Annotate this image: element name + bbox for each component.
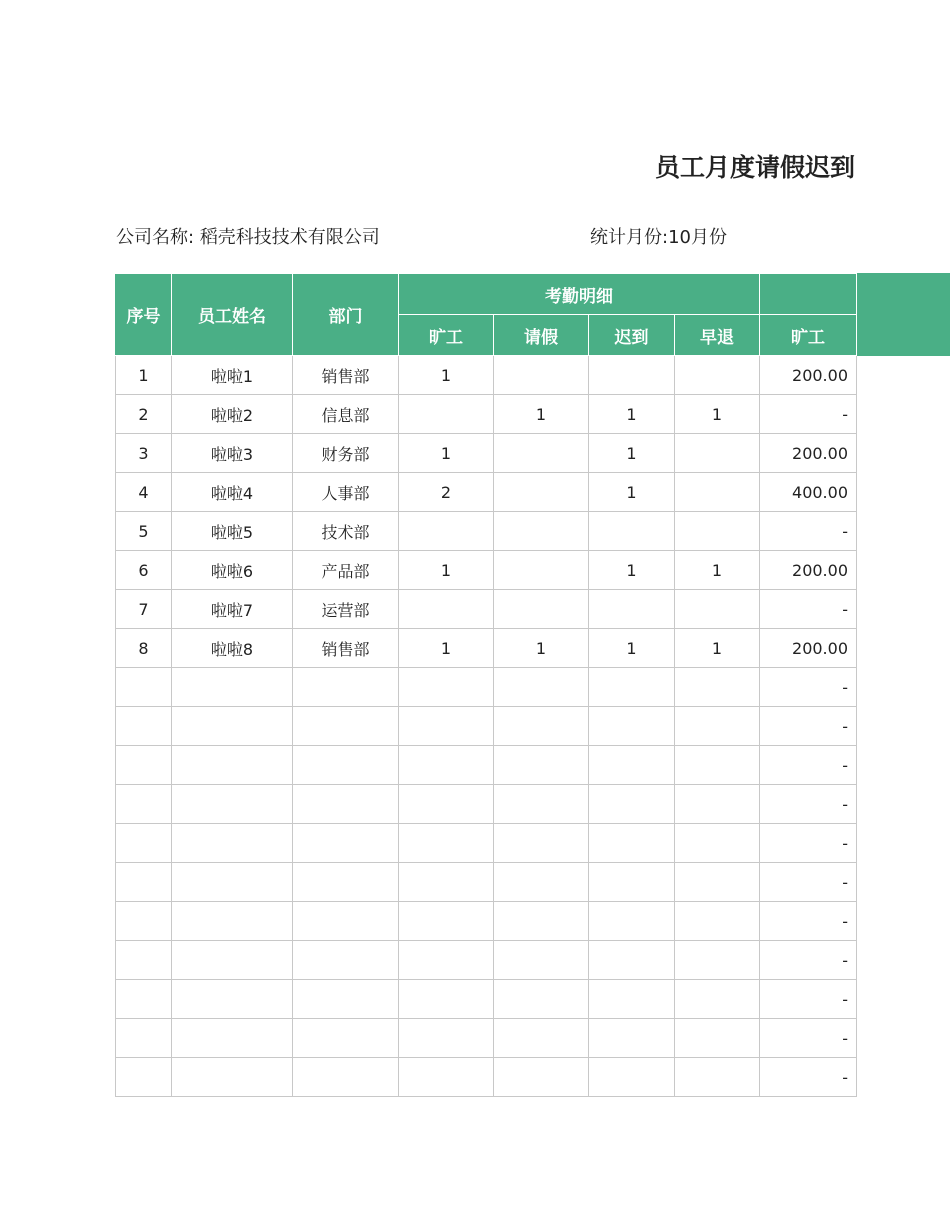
cell-index[interactable]: 2 <box>116 395 172 434</box>
cell-early[interactable] <box>675 746 760 785</box>
cell-early[interactable] <box>675 434 760 473</box>
header-fill-extension <box>855 273 950 356</box>
cell-late[interactable] <box>589 707 675 746</box>
cell-absent-amount[interactable]: - <box>760 980 857 1019</box>
cell-early[interactable] <box>675 512 760 551</box>
month-info <box>590 226 727 250</box>
table-row <box>116 512 857 551</box>
cell-absent[interactable] <box>399 902 494 941</box>
cell-department[interactable] <box>293 1058 399 1097</box>
cell-index[interactable]: 5 <box>116 512 172 551</box>
cell-index[interactable] <box>116 668 172 707</box>
cell-absent-amount[interactable]: 200.00 <box>760 629 857 668</box>
cell-department[interactable] <box>293 668 399 707</box>
cell-department[interactable]: 产品部 <box>293 551 399 590</box>
cell-index[interactable]: 7 <box>116 590 172 629</box>
header-leave[interactable]: 请假 <box>494 315 589 356</box>
cell-department[interactable]: 信息部 <box>293 395 399 434</box>
month-label: 统计月份: <box>590 227 669 248</box>
cell-early[interactable] <box>675 980 760 1019</box>
header-index[interactable]: 序号 <box>116 274 172 356</box>
cell-late[interactable]: 1 <box>589 395 675 434</box>
cell-late[interactable] <box>589 863 675 902</box>
cell-name[interactable]: 啦啦3 <box>172 434 293 473</box>
cell-leave[interactable] <box>494 980 589 1019</box>
cell-name[interactable] <box>172 980 293 1019</box>
cell-name[interactable] <box>172 785 293 824</box>
cell-name[interactable]: 啦啦1 <box>172 356 293 395</box>
cell-absent[interactable]: 1 <box>399 551 494 590</box>
cell-name[interactable]: 啦啦7 <box>172 590 293 629</box>
cell-absent-amount[interactable]: - <box>760 941 857 980</box>
cell-absent-amount[interactable]: - <box>760 512 857 551</box>
cell-index[interactable] <box>116 863 172 902</box>
table-row <box>116 1058 857 1097</box>
cell-absent[interactable]: 2 <box>399 473 494 512</box>
cell-early[interactable] <box>675 941 760 980</box>
cell-leave[interactable] <box>494 473 589 512</box>
table-row <box>116 1019 857 1058</box>
sheet-title: 员工月度请假迟到 <box>655 153 855 182</box>
cell-department[interactable] <box>293 707 399 746</box>
cell-leave[interactable] <box>494 1058 589 1097</box>
cell-absent[interactable] <box>399 824 494 863</box>
cell-index[interactable]: 4 <box>116 473 172 512</box>
cell-absent[interactable] <box>399 668 494 707</box>
table-row <box>116 746 857 785</box>
cell-name[interactable] <box>172 1058 293 1097</box>
cell-index[interactable]: 1 <box>116 356 172 395</box>
cell-late[interactable] <box>589 668 675 707</box>
cell-leave[interactable] <box>494 512 589 551</box>
cell-department[interactable]: 销售部 <box>293 629 399 668</box>
table-row <box>116 980 857 1019</box>
cell-early[interactable] <box>675 473 760 512</box>
cell-absent[interactable] <box>399 1019 494 1058</box>
cell-absent[interactable] <box>399 395 494 434</box>
cell-late[interactable] <box>589 902 675 941</box>
cell-late[interactable] <box>589 980 675 1019</box>
table-row <box>116 629 857 668</box>
cell-index[interactable] <box>116 785 172 824</box>
cell-absent[interactable]: 1 <box>399 434 494 473</box>
cell-late[interactable] <box>589 785 675 824</box>
header-absent[interactable]: 旷工 <box>399 315 494 356</box>
cell-absent-amount[interactable]: 200.00 <box>760 356 857 395</box>
header-attendance-group[interactable]: 考勤明细 <box>399 274 760 315</box>
cell-late[interactable]: 1 <box>589 629 675 668</box>
cell-absent-amount[interactable]: - <box>760 668 857 707</box>
cell-index[interactable] <box>116 824 172 863</box>
cell-late[interactable]: 1 <box>589 551 675 590</box>
cell-early[interactable] <box>675 1058 760 1097</box>
cell-absent-amount[interactable]: - <box>760 590 857 629</box>
cell-late[interactable]: 1 <box>589 473 675 512</box>
cell-index[interactable] <box>116 902 172 941</box>
cell-department[interactable]: 销售部 <box>293 356 399 395</box>
cell-absent-amount[interactable]: - <box>760 824 857 863</box>
cell-absent-amount[interactable]: - <box>760 707 857 746</box>
cell-late[interactable] <box>589 941 675 980</box>
cell-department[interactable] <box>293 824 399 863</box>
cell-late[interactable] <box>589 590 675 629</box>
cell-index[interactable] <box>116 707 172 746</box>
cell-leave[interactable] <box>494 707 589 746</box>
header-department[interactable]: 部门 <box>293 274 399 356</box>
cell-name[interactable] <box>172 668 293 707</box>
cell-department[interactable]: 技术部 <box>293 512 399 551</box>
table-body <box>116 356 857 1097</box>
attendance-table <box>115 273 857 1097</box>
company-name: 稻壳科技技术有限公司 <box>199 227 380 248</box>
cell-leave[interactable] <box>494 356 589 395</box>
company-label: 公司名称: <box>116 227 195 248</box>
cell-department[interactable] <box>293 1019 399 1058</box>
header-deduction-group[interactable] <box>760 274 857 315</box>
cell-absent[interactable]: 1 <box>399 629 494 668</box>
cell-early[interactable] <box>675 785 760 824</box>
table-row <box>116 434 857 473</box>
cell-absent-amount[interactable]: - <box>760 785 857 824</box>
cell-late[interactable] <box>589 512 675 551</box>
cell-name[interactable] <box>172 1019 293 1058</box>
cell-late[interactable]: 1 <box>589 434 675 473</box>
header-absent-amount[interactable]: 旷工 <box>760 315 857 356</box>
cell-absent-amount[interactable]: - <box>760 1058 857 1097</box>
cell-leave[interactable] <box>494 551 589 590</box>
cell-early[interactable] <box>675 356 760 395</box>
cell-index[interactable] <box>116 1019 172 1058</box>
table-row <box>116 356 857 395</box>
cell-name[interactable]: 啦啦8 <box>172 629 293 668</box>
cell-index[interactable] <box>116 746 172 785</box>
cell-late[interactable] <box>589 356 675 395</box>
cell-early[interactable] <box>675 668 760 707</box>
cell-absent-amount[interactable]: - <box>760 746 857 785</box>
table-row <box>116 707 857 746</box>
cell-name[interactable]: 啦啦2 <box>172 395 293 434</box>
cell-absent-amount[interactable]: - <box>760 1019 857 1058</box>
cell-department[interactable] <box>293 980 399 1019</box>
cell-name[interactable] <box>172 863 293 902</box>
cell-leave[interactable] <box>494 824 589 863</box>
cell-early[interactable] <box>675 824 760 863</box>
cell-name[interactable] <box>172 902 293 941</box>
cell-department[interactable]: 财务部 <box>293 434 399 473</box>
table-row <box>116 395 857 434</box>
header-early[interactable]: 早退 <box>675 315 760 356</box>
cell-absent[interactable] <box>399 980 494 1019</box>
cell-name[interactable]: 啦啦5 <box>172 512 293 551</box>
cell-leave[interactable] <box>494 434 589 473</box>
cell-early[interactable]: 1 <box>675 629 760 668</box>
header-late[interactable]: 迟到 <box>589 315 675 356</box>
cell-name[interactable] <box>172 941 293 980</box>
cell-early[interactable] <box>675 1019 760 1058</box>
cell-absent-amount[interactable]: 400.00 <box>760 473 857 512</box>
cell-early[interactable] <box>675 590 760 629</box>
cell-name[interactable] <box>172 707 293 746</box>
cell-leave[interactable] <box>494 590 589 629</box>
cell-leave[interactable]: 1 <box>494 395 589 434</box>
cell-absent[interactable] <box>399 746 494 785</box>
table-row <box>116 902 857 941</box>
cell-early[interactable] <box>675 902 760 941</box>
cell-early[interactable]: 1 <box>675 551 760 590</box>
cell-absent-amount[interactable]: 200.00 <box>760 551 857 590</box>
cell-index[interactable]: 6 <box>116 551 172 590</box>
table-row <box>116 668 857 707</box>
cell-absent[interactable]: 1 <box>399 356 494 395</box>
cell-name[interactable] <box>172 824 293 863</box>
cell-department[interactable] <box>293 785 399 824</box>
table-row <box>116 473 857 512</box>
cell-leave[interactable] <box>494 1019 589 1058</box>
cell-absent-amount[interactable]: 200.00 <box>760 434 857 473</box>
cell-name[interactable]: 啦啦4 <box>172 473 293 512</box>
month-value: 10月份 <box>668 227 727 248</box>
cell-department[interactable] <box>293 902 399 941</box>
cell-department[interactable] <box>293 746 399 785</box>
cell-name[interactable]: 啦啦6 <box>172 551 293 590</box>
cell-name[interactable] <box>172 746 293 785</box>
cell-index[interactable] <box>116 980 172 1019</box>
cell-index[interactable] <box>116 941 172 980</box>
cell-late[interactable] <box>589 824 675 863</box>
cell-leave[interactable] <box>494 746 589 785</box>
table-row <box>116 863 857 902</box>
cell-absent-amount[interactable]: - <box>760 902 857 941</box>
table-row <box>116 941 857 980</box>
cell-early[interactable] <box>675 863 760 902</box>
cell-leave[interactable] <box>494 785 589 824</box>
cell-leave[interactable]: 1 <box>494 629 589 668</box>
cell-absent-amount[interactable]: - <box>760 863 857 902</box>
cell-late[interactable] <box>589 746 675 785</box>
cell-absent-amount[interactable]: - <box>760 395 857 434</box>
cell-leave[interactable] <box>494 863 589 902</box>
cell-leave[interactable] <box>494 668 589 707</box>
cell-late[interactable] <box>589 1019 675 1058</box>
cell-leave[interactable] <box>494 902 589 941</box>
header-name[interactable]: 员工姓名 <box>172 274 293 356</box>
cell-absent[interactable] <box>399 863 494 902</box>
cell-leave[interactable] <box>494 941 589 980</box>
cell-late[interactable] <box>589 1058 675 1097</box>
cell-early[interactable]: 1 <box>675 395 760 434</box>
cell-absent[interactable] <box>399 1058 494 1097</box>
cell-absent[interactable] <box>399 785 494 824</box>
cell-department[interactable] <box>293 863 399 902</box>
cell-absent[interactable] <box>399 707 494 746</box>
cell-department[interactable] <box>293 941 399 980</box>
cell-department[interactable]: 运营部 <box>293 590 399 629</box>
table-row <box>116 824 857 863</box>
table-row <box>116 785 857 824</box>
cell-early[interactable] <box>675 707 760 746</box>
cell-index[interactable] <box>116 1058 172 1097</box>
company-info <box>116 226 380 250</box>
cell-absent[interactable] <box>399 590 494 629</box>
table-row <box>116 551 857 590</box>
cell-absent[interactable] <box>399 941 494 980</box>
cell-index[interactable]: 3 <box>116 434 172 473</box>
cell-department[interactable]: 人事部 <box>293 473 399 512</box>
table-row <box>116 590 857 629</box>
cell-index[interactable]: 8 <box>116 629 172 668</box>
cell-absent[interactable] <box>399 512 494 551</box>
